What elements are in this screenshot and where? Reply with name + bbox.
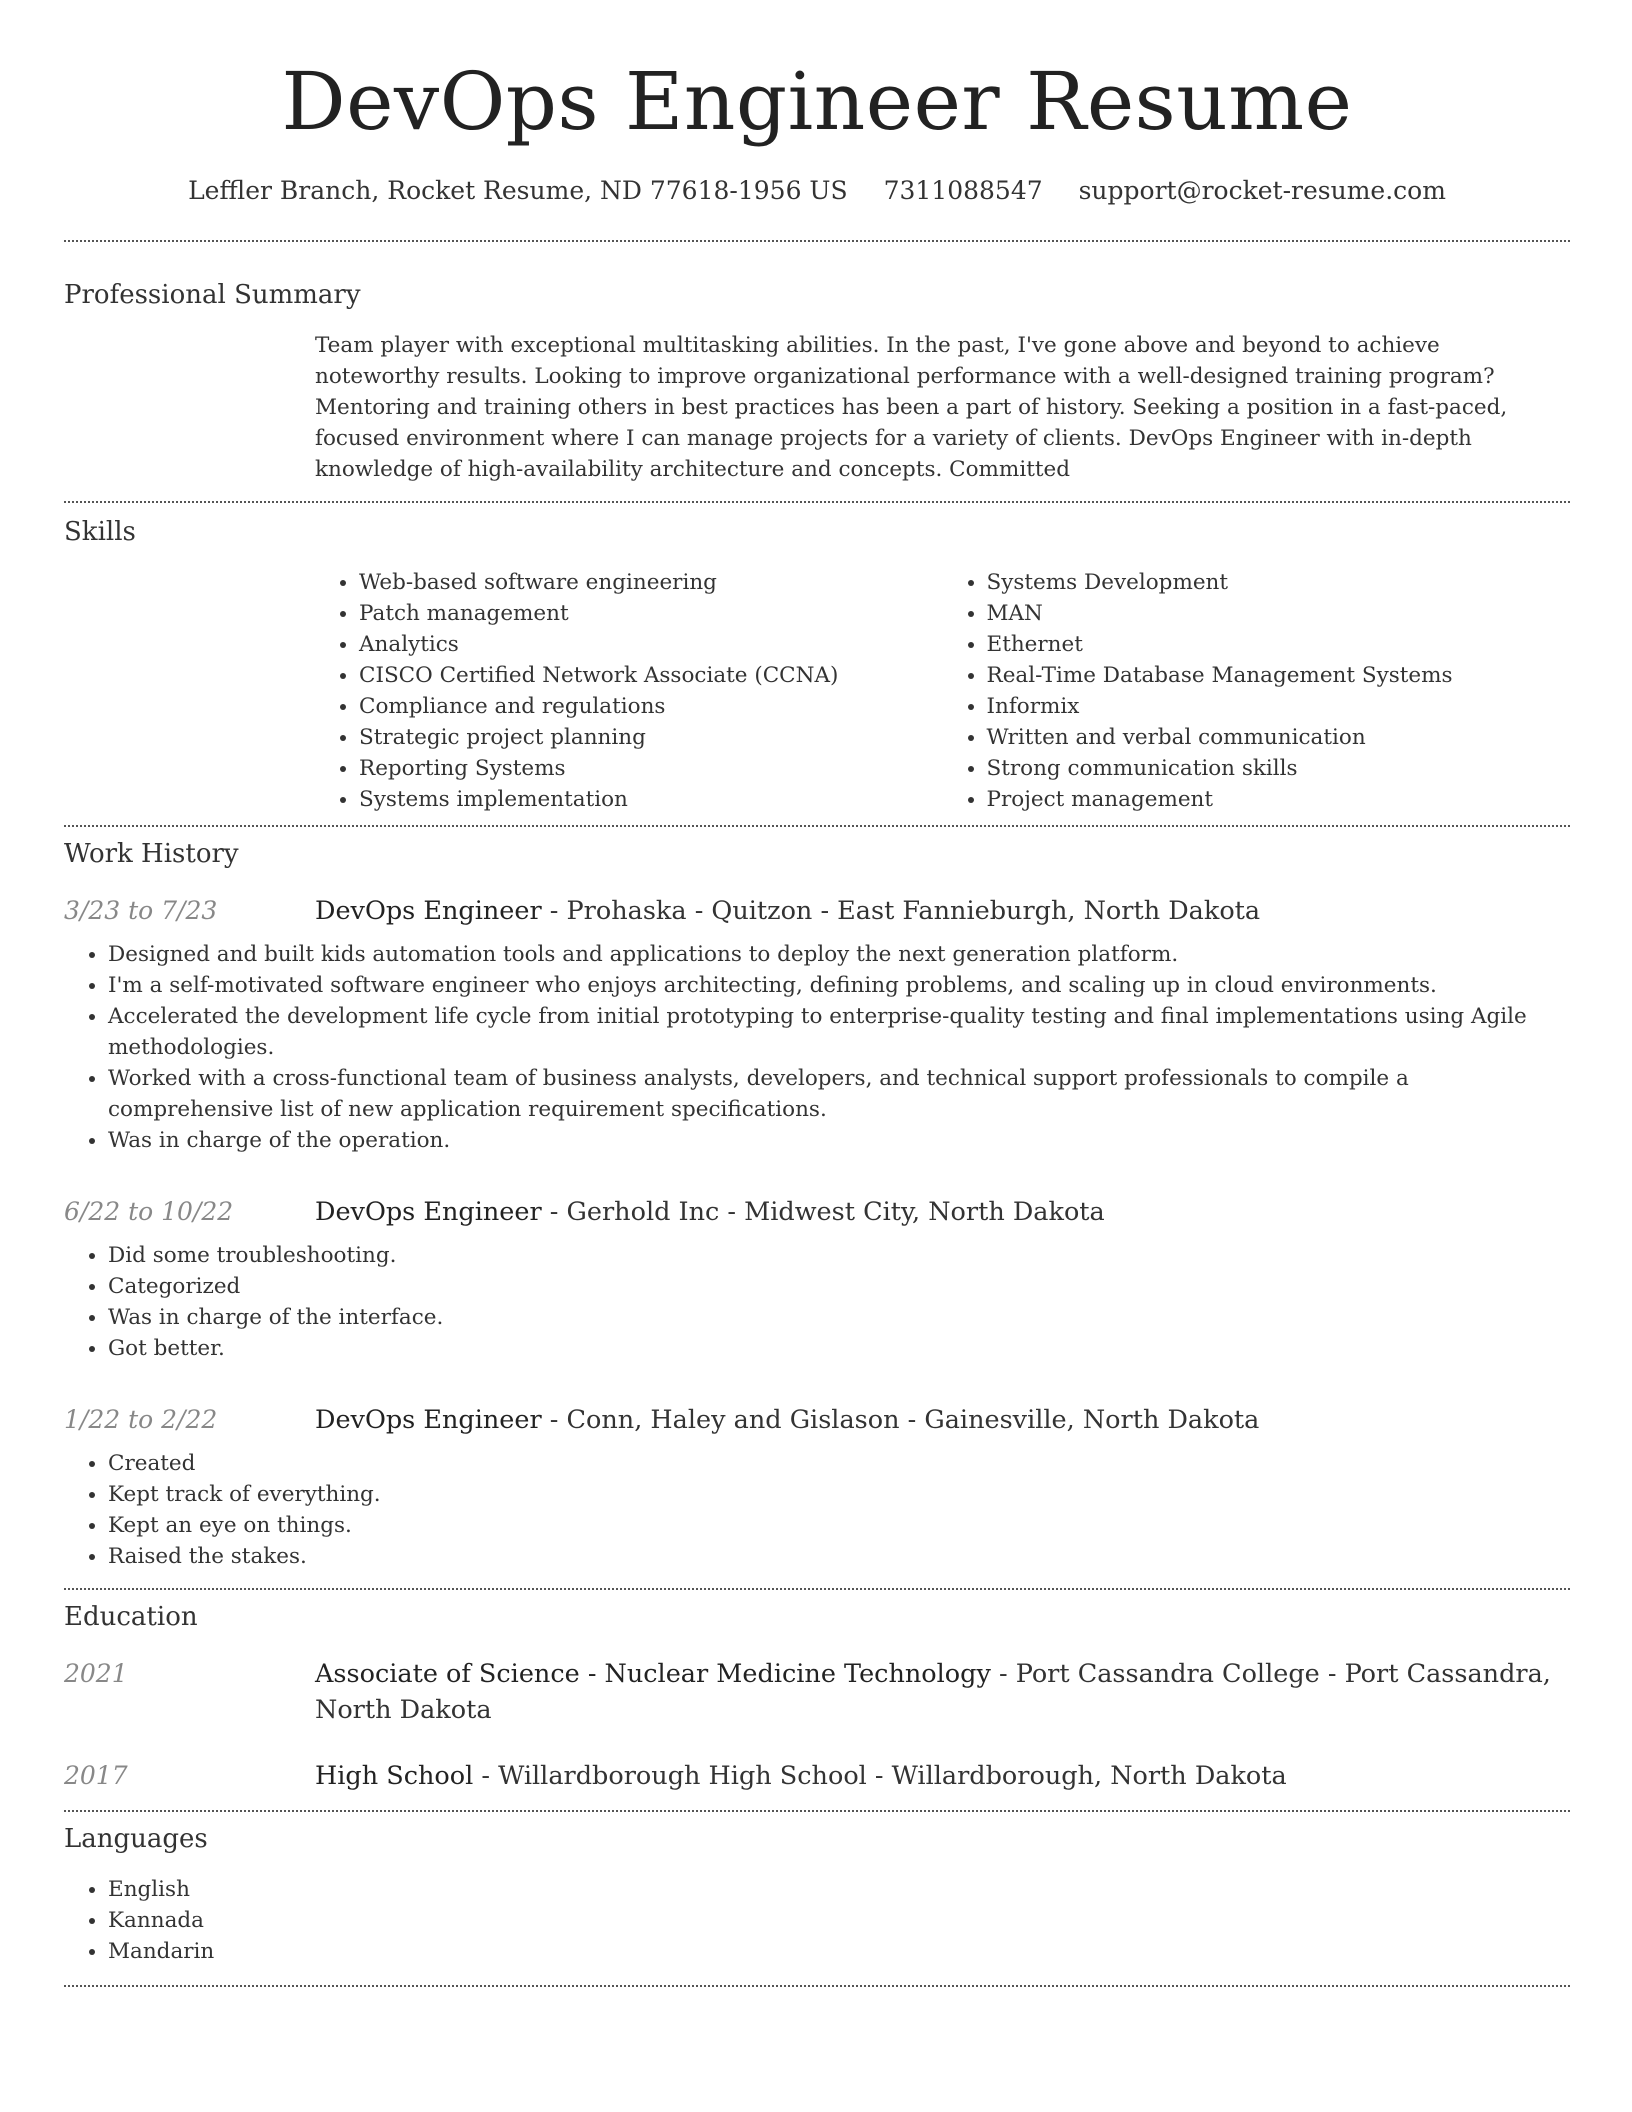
divider	[64, 240, 1570, 242]
job-header	[64, 893, 1570, 929]
list-item: • English	[108, 1874, 1570, 1905]
list-item: • Reporting Systems	[359, 753, 943, 784]
divider	[64, 1588, 1570, 1590]
list-item: • Worked with a cross-functional team of business analysts, developers, and technical support professionals to compile a comprehensive list of new application requirement specifications.	[108, 1063, 1570, 1125]
list-item: • Real-Time Database Management Systems	[987, 660, 1571, 691]
languages-section	[64, 1822, 1570, 1967]
education-entry	[64, 1656, 1570, 1728]
job-company-location: - Gerhold Inc - Midwest City, North Dakota	[541, 1197, 1105, 1227]
resume-title: DevOps Engineer Resume	[281, 55, 1353, 148]
job-bullets	[64, 1448, 1570, 1572]
job-title-line	[315, 1402, 1259, 1438]
job-role: DevOps Engineer	[315, 1197, 542, 1227]
list-item: • I'm a self-motivated software engineer who enjoys architecting, defining problems, and scaling up in cloud environments.	[108, 970, 1570, 1001]
education-entry	[64, 1758, 1570, 1794]
education-line	[315, 1758, 1287, 1794]
education-line	[315, 1656, 1570, 1728]
job-company-location: - Prohaska - Quitzon - East Fannieburgh, North Dakota	[541, 896, 1261, 926]
list-item: • Was in charge of the operation.	[108, 1125, 1570, 1156]
divider	[64, 1985, 1570, 1987]
education-year: 2017	[64, 1761, 128, 1790]
education-school: - Port Cassandra College - Port Cassandra, North Dakota	[315, 1659, 1551, 1725]
education-year: 2021	[64, 1659, 128, 1688]
list-item: • Project management	[987, 784, 1571, 815]
job-role: DevOps Engineer	[315, 1405, 542, 1435]
list-item: • Written and verbal communication	[987, 722, 1571, 753]
section-title-languages: Languages	[64, 1824, 208, 1854]
section-title-education: Education	[64, 1602, 198, 1632]
contact-email: support@rocket-resume.com	[1078, 176, 1446, 205]
list-item: • Was in charge of the interface.	[108, 1302, 1570, 1333]
list-item: • Systems implementation	[359, 784, 943, 815]
education-degree: Associate of Science - Nuclear Medicine Technology	[315, 1659, 991, 1689]
section-title-work: Work History	[64, 839, 239, 869]
contact-phone: 7311088547	[883, 176, 1043, 205]
skills-list-right	[943, 567, 1571, 815]
list-item: • Web-based software engineering	[359, 567, 943, 598]
list-item: • Got better.	[108, 1333, 1570, 1364]
divider	[64, 1810, 1570, 1812]
job-dates: 6/22 to 10/22	[64, 1197, 234, 1226]
job-entry	[64, 893, 1570, 1156]
job-entry	[64, 1194, 1570, 1364]
languages-list	[64, 1874, 1570, 1967]
list-item: • Analytics	[359, 629, 943, 660]
education-school: - Willardborough High School - Willardborough, North Dakota	[473, 1761, 1287, 1791]
skills-grid	[315, 567, 1570, 815]
work-section	[64, 837, 1570, 1572]
list-item: • Strategic project planning	[359, 722, 943, 753]
job-dates: 1/22 to 2/22	[64, 1405, 218, 1434]
list-item: • Ethernet	[987, 629, 1571, 660]
list-item: • Mandarin	[108, 1936, 1570, 1967]
list-item: • CISCO Certified Network Associate (CCNA)	[359, 660, 943, 691]
job-company-location: - Conn, Haley and Gislason - Gainesville, North Dakota	[541, 1405, 1260, 1435]
job-bullets	[64, 1240, 1570, 1364]
skills-section	[64, 515, 1570, 815]
summary-text: Team player with exceptional multitasking abilities. In the past, I've gone above and beyond to achieve noteworthy results. Looking to improve organizational performance with a well-designed training program? Mentoring and training others in best practices has been a part of history. Seeking a position in a fast-paced, focused environment where I can manage projects for a variety of clients. DevOps Engineer with in-depth knowledge of high-availability architecture and concepts. Committed	[315, 333, 1508, 482]
section-title-summary: Professional Summary	[64, 280, 361, 310]
job-header	[64, 1402, 1570, 1438]
list-item: • Kannada	[108, 1905, 1570, 1936]
list-item: • Categorized	[108, 1271, 1570, 1302]
contact-line	[64, 174, 1570, 208]
list-item: • Strong communication skills	[987, 753, 1571, 784]
list-item: • MAN	[987, 598, 1571, 629]
list-item: • Accelerated the development life cycle from initial prototyping to enterprise-quality testing and final implementations using Agile methodologies.	[108, 1001, 1570, 1063]
list-item: • Created	[108, 1448, 1570, 1479]
job-dates: 3/23 to 7/23	[64, 896, 218, 925]
contact-address: Leffler Branch, Rocket Resume, ND 77618-1956 US	[188, 176, 848, 205]
education-degree: High School	[315, 1761, 474, 1791]
education-section	[64, 1600, 1570, 1794]
summary-section	[64, 278, 1570, 485]
list-item: • Informix	[987, 691, 1571, 722]
divider	[64, 825, 1570, 827]
skills-list-left	[315, 567, 943, 815]
list-item: • Kept track of everything.	[108, 1479, 1570, 1510]
job-entry	[64, 1402, 1570, 1572]
resume-page	[64, 0, 1570, 1987]
job-role: DevOps Engineer	[315, 896, 542, 926]
list-item: • Systems Development	[987, 567, 1571, 598]
job-title-line	[315, 1194, 1105, 1230]
section-title-skills: Skills	[64, 517, 136, 547]
job-bullets	[64, 939, 1570, 1156]
list-item: • Designed and built kids automation tools and applications to deploy the next generation platform.	[108, 939, 1570, 970]
list-item: • Patch management	[359, 598, 943, 629]
job-header	[64, 1194, 1570, 1230]
divider	[64, 501, 1570, 503]
list-item: • Did some troubleshooting.	[108, 1240, 1570, 1271]
list-item: • Compliance and regulations	[359, 691, 943, 722]
list-item: • Raised the stakes.	[108, 1541, 1570, 1572]
job-title-line	[315, 893, 1260, 929]
list-item: • Kept an eye on things.	[108, 1510, 1570, 1541]
